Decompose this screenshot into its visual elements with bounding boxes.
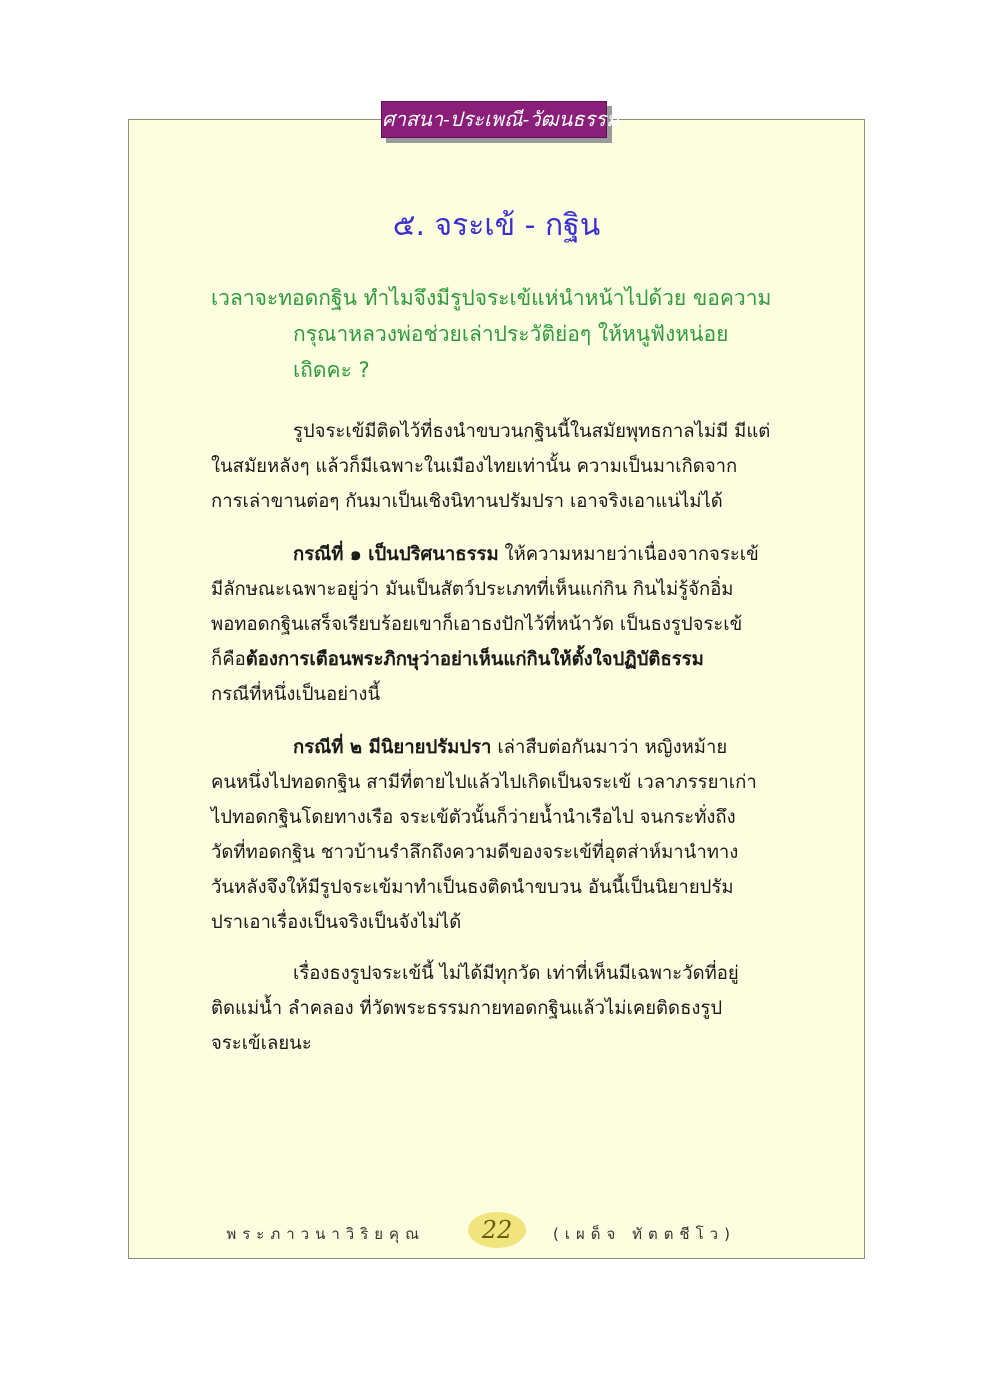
case-1-lead-text: ให้ความหมายว่าเนื่องจากจระเข้ <box>498 544 759 565</box>
paragraph-line <box>211 642 811 677</box>
paragraph-line <box>211 730 811 765</box>
paragraph-line: รูปจระเข้มีติดไว้ที่ธงนำขบวนกฐินนี้ในสมัยพุทธกาลไม่มี มีแต่ <box>293 421 771 442</box>
paragraph-line: คนหนึ่งไปทอดกฐิน สามีที่ตายไปแล้วไปเกิดเป็นจระเข้ เวลาภรรยาเก่า <box>211 772 757 793</box>
paragraph-case-2 <box>211 730 811 940</box>
footer-author-title: พระภาวนาวิริยคุณ <box>226 1225 425 1243</box>
paragraph-line: ติดแม่น้ำ ลำคลอง ที่วัดพระธรรมกายทอดกฐินแล้วไม่เคยติดธงรูป <box>211 998 723 1019</box>
case-1-emphasis: ต้องการเตือนพระภิกษุว่าอย่าเห็นแก่กินให้ตั้งใจปฏิบัติธรรม <box>245 649 704 670</box>
paragraph-line: ปราเอาเรื่องเป็นจริงเป็นจังไม่ได้ <box>211 912 462 933</box>
question-line: กรุณาหลวงพ่อช่วยเล่าประวัติย่อๆ ให้หนูฟังหน่อย <box>293 322 729 346</box>
paragraph-line: วันหลังจึงให้มีรูปจระเข้มาทำเป็นธงติดนำขบวน อันนี้เป็นนิยายปรัม <box>211 877 734 898</box>
paragraph-line: ไปทอดกฐินโดยทางเรือ จระเข้ตัวนั้นก็ว่ายน้ำนำเรือไป จนกระทั่งถึง <box>211 807 736 828</box>
question-line: เวลาจะทอดกฐิน ทำไมจึงมีรูปจระเข้แห่นำหน้าไปด้วย ขอความ <box>211 286 772 310</box>
paragraph-line: วัดที่ทอดกฐิน ชาวบ้านรำลึกถึงความดีของจระเข้ที่อุตส่าห์มานำทาง <box>211 842 739 863</box>
paragraph-line: จระเข้เลยนะ <box>211 1033 312 1054</box>
footer <box>128 1212 865 1252</box>
paragraph-line: เรื่องธงรูปจระเข้นี้ ไม่ได้มีทุกวัด เท่าที่เห็นมีเฉพาะวัดที่อยู่ <box>293 963 739 984</box>
paragraph-line: การเล่าขานต่อๆ กันมาเป็นเชิงนิทานปรัมปรา เอาจริงเอาแน่ไม่ได้ <box>211 491 723 512</box>
paragraph-line <box>211 537 811 572</box>
paragraph-line: มีลักษณะเฉพาะอยู่ว่า มันเป็นสัตว์ประเภทที่เห็นแก่กิน กินไม่รู้จักอิ่ม <box>211 579 734 600</box>
paragraph-line: ในสมัยหลังๆ แล้วก็มีเฉพาะในเมืองไทยเท่านั้น ความเป็นมาเกิดจาก <box>211 456 738 477</box>
case-1-prefix: ก็คือ <box>211 649 246 670</box>
question <box>211 280 811 388</box>
paragraph-line: พอทอดกฐินเสร็จเรียบร้อยเขาก็เอาธงปักไว้ที่หน้าวัด เป็นธงรูปจระเข้ <box>211 614 743 635</box>
paragraph-line: กรณีที่หนึ่งเป็นอย่างนี้ <box>211 684 381 705</box>
category-tab: ศาสนา-ประเพณี-วัฒนธรรม <box>381 101 607 138</box>
footer-author-name: (เผด็จ ทัตตชีโว) <box>553 1225 736 1243</box>
case-2-lead-text: เล่าสืบต่อกันมาว่า หญิงหม้าย <box>491 737 728 758</box>
case-1-heading: กรณีที่ ๑ เป็นปริศนาธรรม <box>293 544 499 565</box>
paragraph-intro <box>211 414 811 519</box>
paragraph-conclusion <box>211 956 811 1061</box>
paragraph-case-1 <box>211 537 811 712</box>
chapter-title: ๕. จระเข้ - กฐิน <box>392 208 601 243</box>
question-line: เถิดคะ ? <box>293 358 370 382</box>
case-2-heading: กรณีที่ ๒ มีนิยายปรัมปรา <box>293 737 492 758</box>
page-number: 22 <box>468 1212 526 1248</box>
